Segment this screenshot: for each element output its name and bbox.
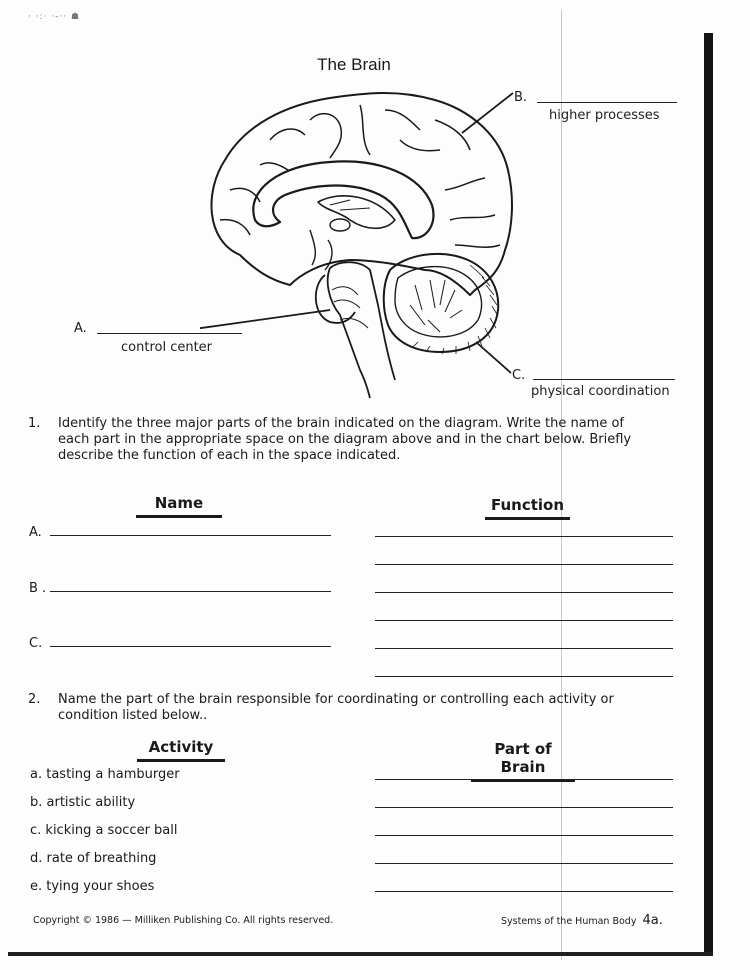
- diagram-blank-c[interactable]: [533, 379, 675, 380]
- q1-function-blank-a1[interactable]: [375, 536, 673, 537]
- diagram-blank-a[interactable]: [97, 333, 242, 334]
- q1-row-a-letter: A.: [29, 525, 42, 540]
- diagram-blank-b[interactable]: [537, 102, 677, 103]
- diagram-hint-b: higher processes: [549, 108, 660, 123]
- scan-artifact: · ·:· ·-·· ☗: [28, 12, 81, 22]
- q1-function-blank-a2[interactable]: [375, 564, 673, 565]
- fold-line: [561, 10, 562, 960]
- question-1-text: Identify the three major parts of the brain indicated on the diagram. Write the name of each part in the appropriate space on the diagram above and in the chart below. Briefly describe the function of each in the space indicated.: [58, 416, 632, 463]
- question-1: [28, 416, 668, 466]
- column-header-part-of-brain: Part of Brain: [471, 740, 575, 782]
- column-header-function: Function: [485, 496, 570, 520]
- question-1-number: 1.: [28, 416, 41, 431]
- q1-function-blank-b1[interactable]: [375, 592, 673, 593]
- diagram-label-a-letter: A.: [74, 321, 87, 336]
- diagram-label-c-letter: C.: [512, 368, 526, 383]
- question-2-text: Name the part of the brain responsible for coordinating or controlling each activity or condition listed below..: [58, 692, 614, 723]
- activity-d-answer-blank[interactable]: [375, 863, 673, 864]
- activity-c: c. kicking a soccer ball: [30, 823, 178, 838]
- q1-function-blank-b2[interactable]: [375, 620, 673, 621]
- q1-function-blank-c1[interactable]: [375, 648, 673, 649]
- worksheet-title: The Brain: [317, 55, 391, 74]
- diagram-label-b-letter: B.: [514, 90, 528, 105]
- question-2: [28, 692, 668, 726]
- diagram-hint-a: control center: [121, 340, 213, 355]
- activity-a-answer-blank[interactable]: [375, 779, 673, 780]
- column-header-activity: Activity: [137, 738, 225, 762]
- page-border-right: [704, 33, 713, 955]
- diagram-hint-c: physical coordination: [531, 384, 670, 399]
- activity-b-answer-blank[interactable]: [375, 807, 673, 808]
- activity-c-answer-blank[interactable]: [375, 835, 673, 836]
- column-header-name: Name: [136, 494, 222, 518]
- q1-row-b-letter: B .: [29, 581, 47, 596]
- page-number: 4a.: [642, 913, 663, 928]
- q1-name-blank-c[interactable]: [50, 646, 331, 647]
- series-title: Systems of the Human Body: [501, 916, 637, 927]
- activity-a: a. tasting a hamburger: [30, 767, 180, 782]
- brain-diagram: [200, 80, 520, 400]
- copyright-notice: Copyright © 1986 — Milliken Publishing Co. All rights reserved.: [33, 915, 334, 926]
- footer-series: [501, 913, 663, 928]
- q1-function-blank-c2[interactable]: [375, 676, 673, 677]
- activity-b: b. artistic ability: [30, 795, 136, 810]
- q1-name-blank-a[interactable]: [50, 535, 331, 536]
- activity-e-answer-blank[interactable]: [375, 891, 673, 892]
- q1-name-blank-b[interactable]: [50, 591, 331, 592]
- activity-d: d. rate of breathing: [30, 851, 157, 866]
- page-border-bottom: [8, 952, 713, 956]
- question-2-number: 2.: [28, 692, 41, 707]
- activity-e: e. tying your shoes: [30, 879, 155, 894]
- q1-row-c-letter: C.: [29, 636, 43, 651]
